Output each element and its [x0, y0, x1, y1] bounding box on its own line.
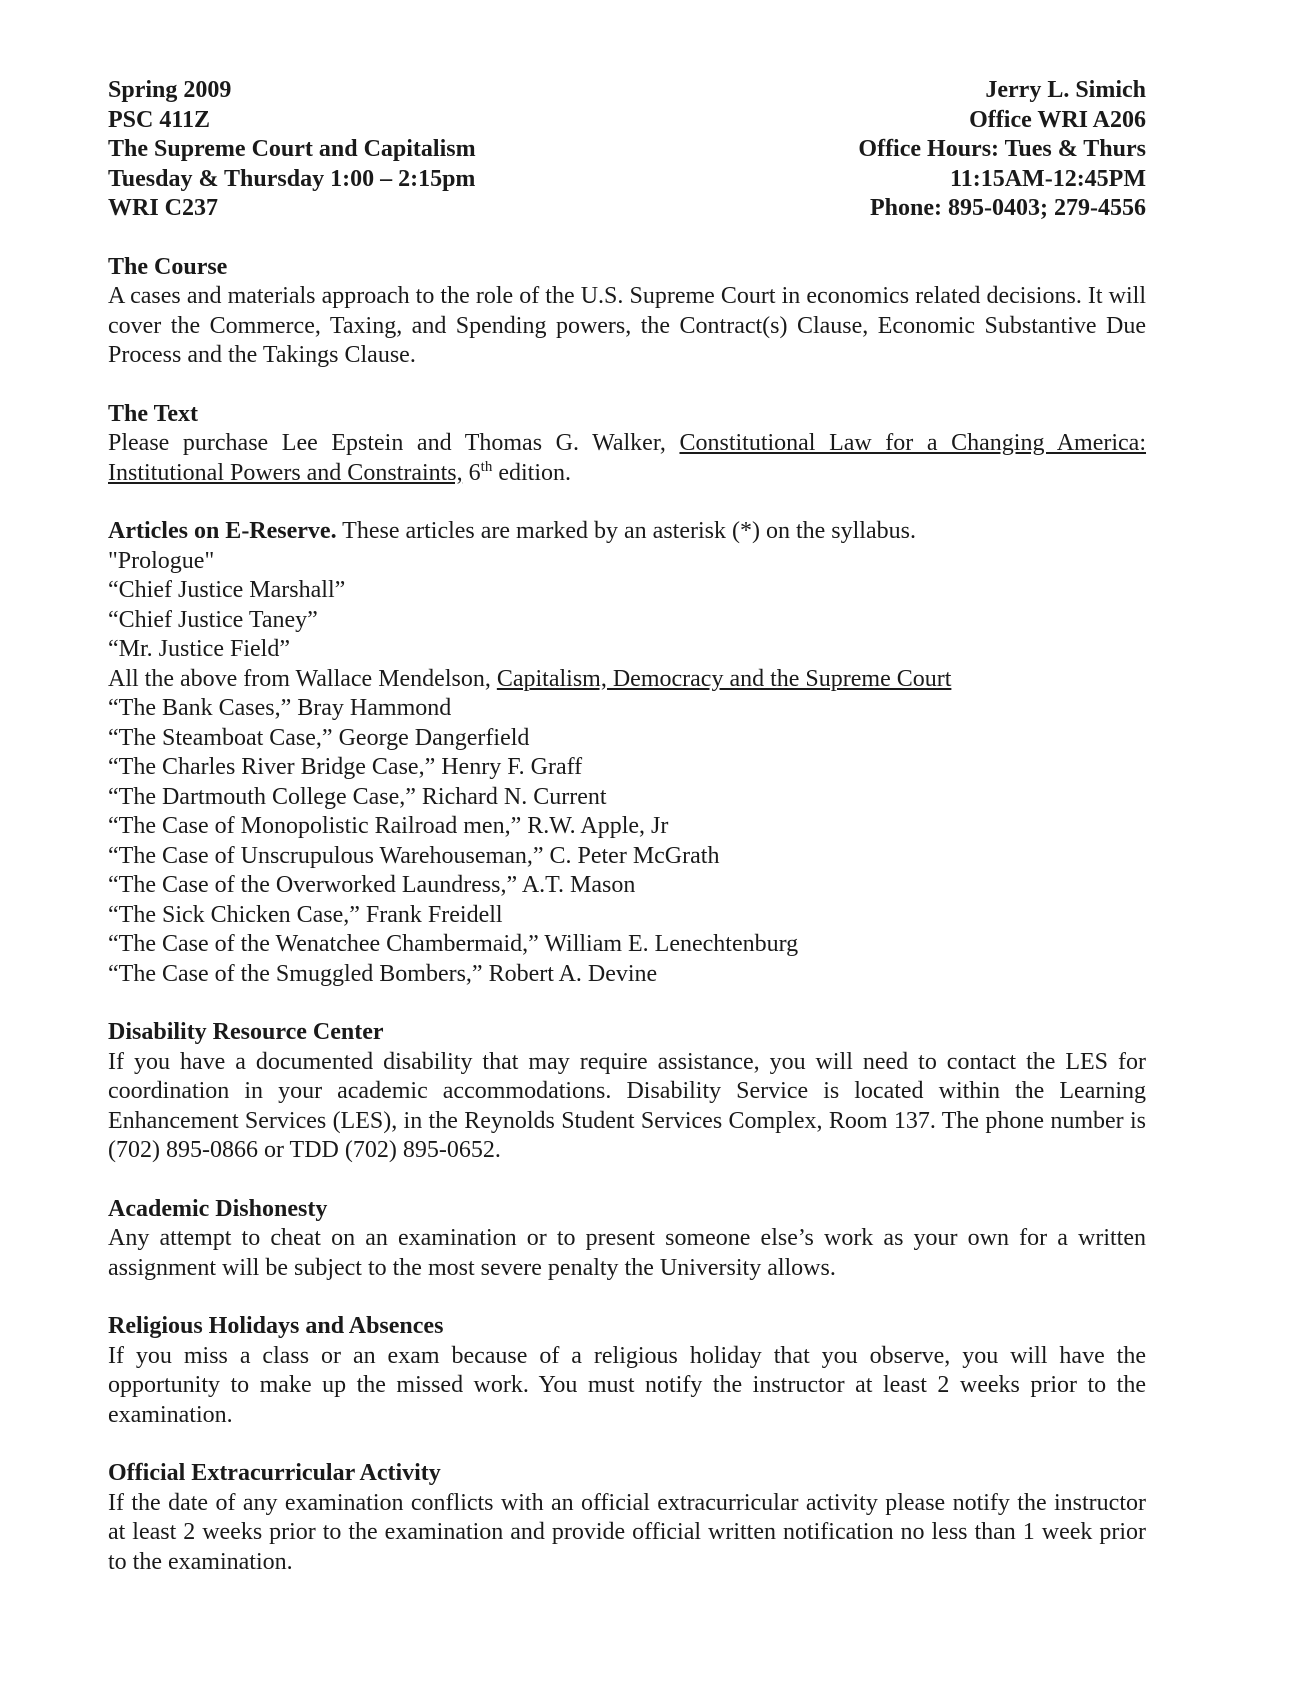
- source-prefix: All the above from Wallace Mendelson,: [108, 665, 497, 692]
- section-title: Religious Holidays and Absences: [108, 1313, 444, 1339]
- section-body: If the date of any examination conflicts with an official extracurricular activity please notify the instructor at least 2 weeks prior to the examination and provide official written notification no less than 1 week prior to the examination.: [108, 1489, 1146, 1575]
- section-ereserve: [108, 517, 1146, 989]
- semester: Spring 2009: [108, 77, 232, 103]
- section-title: Official Extracurricular Activity: [108, 1460, 441, 1486]
- course-header: [108, 76, 1146, 224]
- course-info: [108, 76, 476, 224]
- section-extracurricular: [108, 1459, 1146, 1577]
- class-room: WRI C237: [108, 195, 219, 221]
- list-item: “The Bank Cases,” Bray Hammond: [108, 695, 452, 721]
- list-item: "Prologue": [108, 547, 215, 574]
- section-title: Academic Dishonesty: [108, 1195, 328, 1222]
- list-item: “The Case of the Wenatchee Chambermaid,” William E. Lenechtenburg: [108, 931, 799, 957]
- office-hours-days: Office Hours: Tues & Thurs: [858, 136, 1146, 162]
- list-item: “Mr. Justice Field”: [108, 636, 290, 662]
- instructor-phone: Phone: 895-0403; 279-4556: [870, 195, 1146, 221]
- instructor-name: Jerry L. Simich: [985, 77, 1146, 103]
- list-item: “The Dartmouth College Case,” Richard N. Current: [108, 783, 607, 810]
- text-intro: Please purchase Lee Epstein and Thomas G. Walker,: [108, 430, 680, 456]
- section-title: Disability Resource Center: [108, 1019, 384, 1045]
- ereserve-intro: These articles are marked by an asterisk (*) on the syllabus.: [336, 518, 916, 544]
- instructor-info: [858, 76, 1146, 224]
- section-religious-holidays: [108, 1312, 1146, 1430]
- section-disability: [108, 1018, 1146, 1166]
- list-item: “The Case of the Smuggled Bombers,” Robert A. Devine: [108, 960, 658, 987]
- list-item: “Chief Justice Taney”: [108, 606, 318, 633]
- syllabus-page: [108, 76, 1146, 1577]
- office-hours-times: 11:15AM-12:45PM: [950, 165, 1146, 192]
- list-item: “The Steamboat Case,” George Dangerfield: [108, 724, 530, 751]
- list-item: “The Case of Unscrupulous Warehouseman,” C. Peter McGrath: [108, 842, 720, 869]
- section-body: If you miss a class or an exam because of a religious holiday that you observe, you will have the opportunity to make up the missed work. You must notify the instructor at least 2 weeks prior to the examination.: [108, 1342, 1146, 1428]
- list-item: “The Case of the Overworked Laundress,” A.T. Mason: [108, 872, 636, 898]
- course-title: The Supreme Court and Capitalism: [108, 136, 476, 162]
- section-body: [108, 429, 1146, 488]
- section-title: The Text: [108, 400, 199, 427]
- textbook-title: Constitutional Law for a Changing America: Institutional Powers and Constraints,: [108, 430, 1147, 486]
- class-schedule: Tuesday & Thursday 1:00 – 2:15pm: [108, 165, 476, 192]
- list-item: “The Case of Monopolistic Railroad men,” R.W. Apple, Jr: [108, 813, 669, 839]
- section-text: [108, 400, 1146, 489]
- edition-suffix: th: [480, 458, 493, 475]
- edition-word: edition.: [492, 459, 571, 486]
- section-course: [108, 253, 1146, 371]
- section-title: The Course: [108, 253, 228, 280]
- section-body: If you have a documented disability that may require assistance, you will need to contact the LES for coordination in your academic accommodations. Disability Service is located within the Learning Enhancement Services (LES), in the Reynolds Student Services Complex, Room 137. The phone number is (702) 895-0866 or TDD (702) 895-0652.: [108, 1048, 1146, 1163]
- course-code: PSC 411Z: [108, 106, 211, 133]
- ereserve-intro-line: [108, 517, 1146, 547]
- section-body: Any attempt to cheat on an examination or to present someone else’s work as your own for a written assignment will be subject to the most severe penalty the University allows.: [108, 1225, 1146, 1281]
- section-title: Articles on E-Reserve.: [108, 518, 337, 544]
- edition-number: 6: [462, 459, 481, 486]
- list-item: “Chief Justice Marshall”: [108, 577, 346, 603]
- list-item: “The Charles River Bridge Case,” Henry F. Graff: [108, 754, 583, 780]
- source-book-title: Capitalism, Democracy and the Supreme Court: [496, 665, 952, 692]
- source-line: [108, 665, 1146, 695]
- list-item: “The Sick Chicken Case,” Frank Freidell: [108, 901, 503, 928]
- instructor-office: Office WRI A206: [969, 106, 1146, 133]
- section-body: A cases and materials approach to the role of the U.S. Supreme Court in economics related decisions. It will cover the Commerce, Taxing, and Spending powers, the Contract(s) Clause, Economic Substantive Due Process and the Takings Clause.: [108, 283, 1146, 368]
- section-dishonesty: [108, 1195, 1146, 1284]
